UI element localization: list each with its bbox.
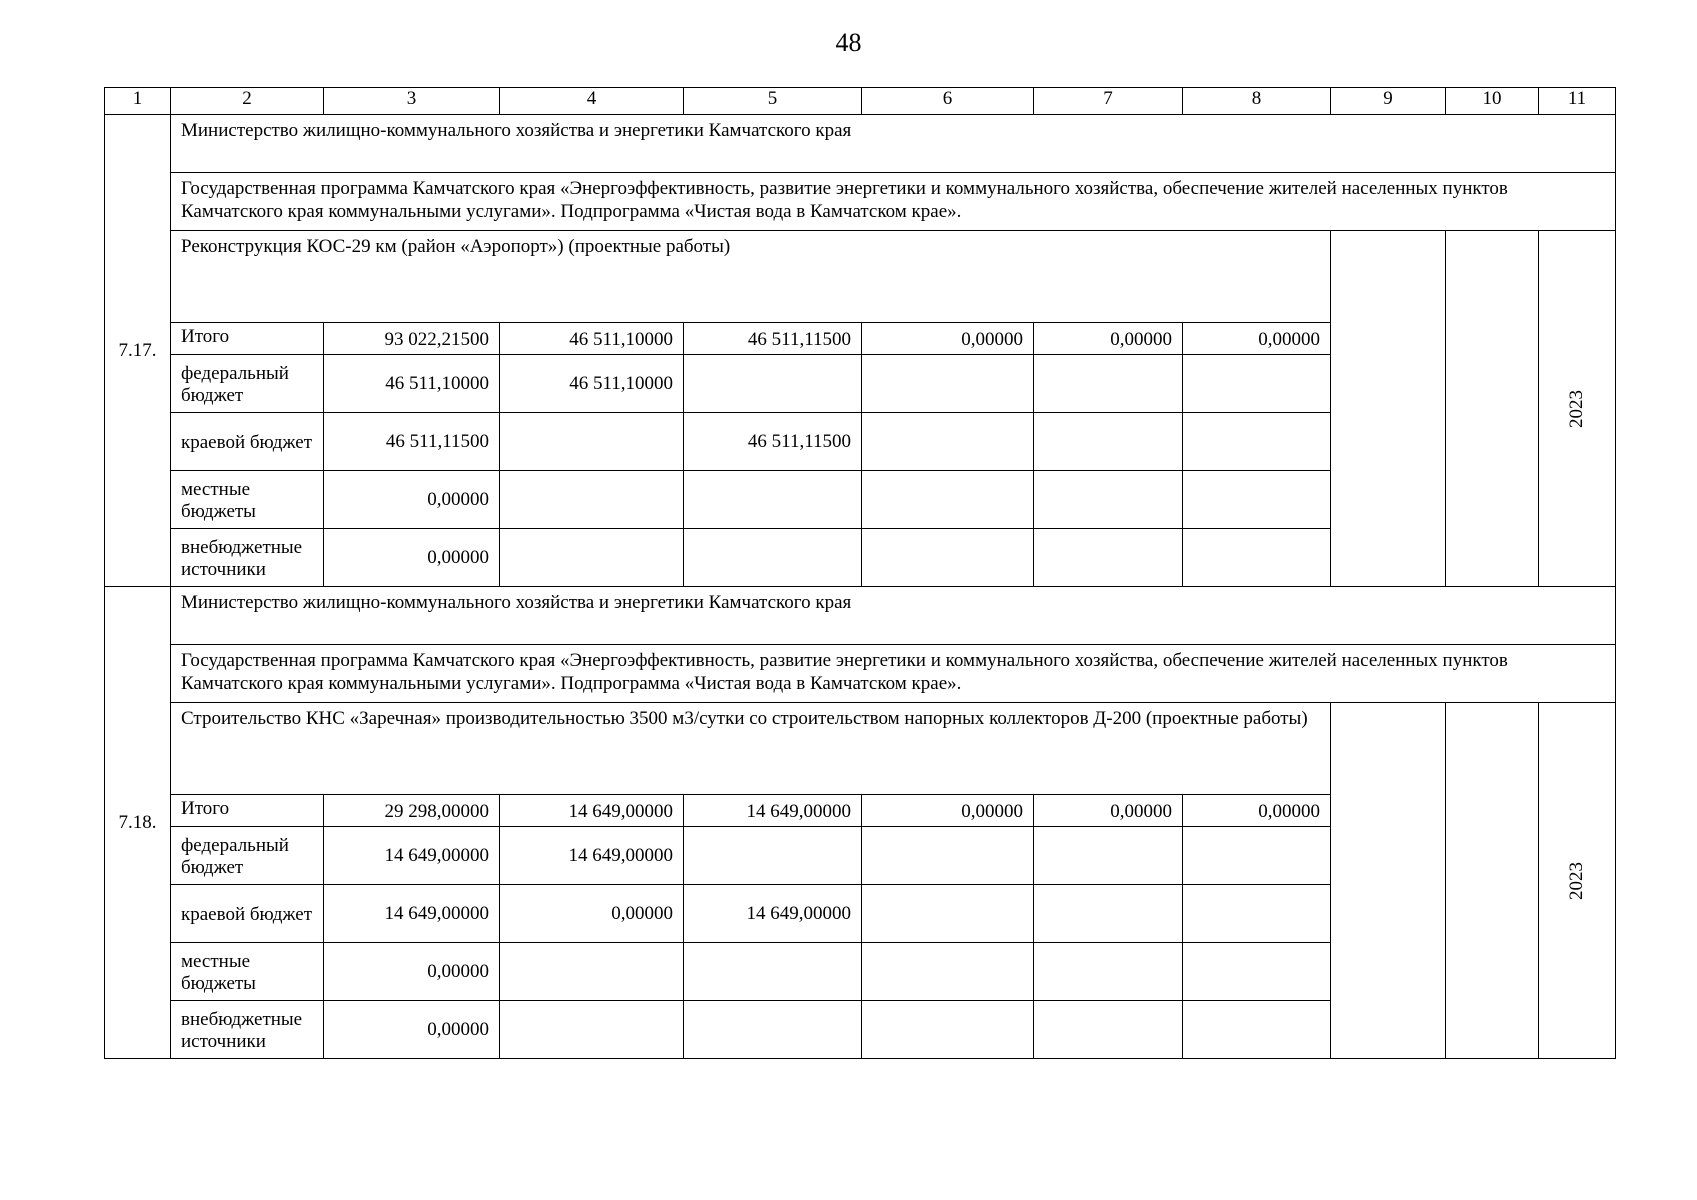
ministry-row xyxy=(105,587,1616,645)
value-cell xyxy=(1183,413,1331,471)
value-cell: 0,00000 xyxy=(324,471,500,529)
year-cell xyxy=(1539,703,1616,1059)
ministry-text: Министерство жилищно-коммунального хозяйства и энергетики Камчатского края xyxy=(171,587,1616,645)
value-cell: 0,00000 xyxy=(324,529,500,587)
row-label: федеральный бюджет xyxy=(171,827,324,885)
value-cell xyxy=(1183,529,1331,587)
value-cell xyxy=(1034,827,1183,885)
column-header: 1 xyxy=(105,88,171,115)
value-cell: 0,00000 xyxy=(324,943,500,1001)
value-cell xyxy=(862,1001,1034,1059)
program-text: Государственная программа Камчатского края «Энергоэффективность, развитие энергетики и коммунального хозяйства, обеспечение жителей населенных пунктов Камчатского края коммунальными услугами». Подпрограмма «Чистая вода в Камчатском крае». xyxy=(171,173,1616,231)
row-label: Итого xyxy=(171,795,324,827)
value-cell xyxy=(1183,885,1331,943)
column-header: 10 xyxy=(1446,88,1539,115)
ministry-row xyxy=(105,115,1616,173)
value-cell: 0,00000 xyxy=(500,885,684,943)
row-label: местные бюджеты xyxy=(171,943,324,1001)
year-cell xyxy=(1539,231,1616,587)
value-cell xyxy=(862,471,1034,529)
value-cell: 46 511,10000 xyxy=(500,323,684,355)
value-cell xyxy=(500,529,684,587)
row-label: местные бюджеты xyxy=(171,471,324,529)
value-cell xyxy=(500,413,684,471)
program-row xyxy=(105,645,1616,703)
value-cell xyxy=(1034,471,1183,529)
col9-cell xyxy=(1331,231,1446,587)
value-cell xyxy=(1183,943,1331,1001)
value-cell xyxy=(500,1001,684,1059)
value-cell xyxy=(1034,355,1183,413)
value-cell xyxy=(684,529,862,587)
value-cell: 0,00000 xyxy=(1183,323,1331,355)
value-cell xyxy=(1034,885,1183,943)
year-text: 2023 xyxy=(1566,389,1587,428)
object-text: Строительство КНС «Заречная» производительностью 3500 м3/сутки со строительством напорных коллекторов Д-200 (проектные работы) xyxy=(171,703,1331,795)
col10-cell xyxy=(1446,703,1539,1059)
object-text: Реконструкция КОС-29 км (район «Аэропорт») (проектные работы) xyxy=(171,231,1331,323)
value-cell xyxy=(500,471,684,529)
value-cell xyxy=(1034,413,1183,471)
value-cell: 0,00000 xyxy=(862,795,1034,827)
value-cell: 14 649,00000 xyxy=(500,795,684,827)
column-header: 7 xyxy=(1034,88,1183,115)
value-cell xyxy=(500,943,684,1001)
value-cell xyxy=(1034,1001,1183,1059)
value-cell xyxy=(1183,827,1331,885)
column-header: 3 xyxy=(324,88,500,115)
value-cell xyxy=(1183,355,1331,413)
row-label: федеральный бюджет xyxy=(171,355,324,413)
column-header: 2 xyxy=(171,88,324,115)
section-number: 7.18. xyxy=(105,587,171,1059)
column-header: 11 xyxy=(1539,88,1616,115)
row-label: Итого xyxy=(171,323,324,355)
row-label: внебюджетные источники xyxy=(171,529,324,587)
value-cell xyxy=(684,943,862,1001)
value-cell: 29 298,00000 xyxy=(324,795,500,827)
value-cell xyxy=(1034,529,1183,587)
page-number: 48 xyxy=(835,28,862,57)
value-cell xyxy=(1183,471,1331,529)
value-cell xyxy=(684,355,862,413)
value-cell: 0,00000 xyxy=(324,1001,500,1059)
program-row xyxy=(105,173,1616,231)
value-cell: 14 649,00000 xyxy=(684,795,862,827)
year-text: 2023 xyxy=(1566,861,1587,900)
object-row xyxy=(105,231,1616,323)
column-header: 8 xyxy=(1183,88,1331,115)
ministry-text: Министерство жилищно-коммунального хозяйства и энергетики Камчатского края xyxy=(171,115,1616,173)
value-cell xyxy=(684,471,862,529)
object-row xyxy=(105,703,1616,795)
value-cell: 93 022,21500 xyxy=(324,323,500,355)
col10-cell xyxy=(1446,231,1539,587)
col9-cell xyxy=(1331,703,1446,1059)
value-cell xyxy=(862,827,1034,885)
value-cell: 0,00000 xyxy=(1183,795,1331,827)
value-cell: 46 511,11500 xyxy=(684,413,862,471)
value-cell: 46 511,11500 xyxy=(684,323,862,355)
value-cell: 14 649,00000 xyxy=(324,885,500,943)
value-cell: 0,00000 xyxy=(1034,795,1183,827)
column-header: 6 xyxy=(862,88,1034,115)
column-header: 9 xyxy=(1331,88,1446,115)
column-header: 4 xyxy=(500,88,684,115)
column-header-row xyxy=(105,88,1616,115)
value-cell: 46 511,10000 xyxy=(500,355,684,413)
budget-table xyxy=(104,87,1616,1059)
value-cell xyxy=(1183,1001,1331,1059)
value-cell xyxy=(684,827,862,885)
section-number: 7.17. xyxy=(105,115,171,587)
value-cell xyxy=(1034,943,1183,1001)
value-cell: 0,00000 xyxy=(862,323,1034,355)
row-label: краевой бюджет xyxy=(171,413,324,471)
value-cell xyxy=(862,885,1034,943)
program-text: Государственная программа Камчатского края «Энергоэффективность, развитие энергетики и коммунального хозяйства, обеспечение жителей населенных пунктов Камчатского края коммунальными услугами». Подпрограмма «Чистая вода в Камчатском крае». xyxy=(171,645,1616,703)
value-cell xyxy=(862,413,1034,471)
value-cell xyxy=(862,943,1034,1001)
value-cell xyxy=(862,355,1034,413)
value-cell: 46 511,10000 xyxy=(324,355,500,413)
value-cell: 0,00000 xyxy=(1034,323,1183,355)
value-cell: 14 649,00000 xyxy=(500,827,684,885)
value-cell: 14 649,00000 xyxy=(324,827,500,885)
value-cell xyxy=(684,1001,862,1059)
value-cell xyxy=(862,529,1034,587)
value-cell: 14 649,00000 xyxy=(684,885,862,943)
value-cell: 46 511,11500 xyxy=(324,413,500,471)
row-label: краевой бюджет xyxy=(171,885,324,943)
column-header: 5 xyxy=(684,88,862,115)
row-label: внебюджетные источники xyxy=(171,1001,324,1059)
